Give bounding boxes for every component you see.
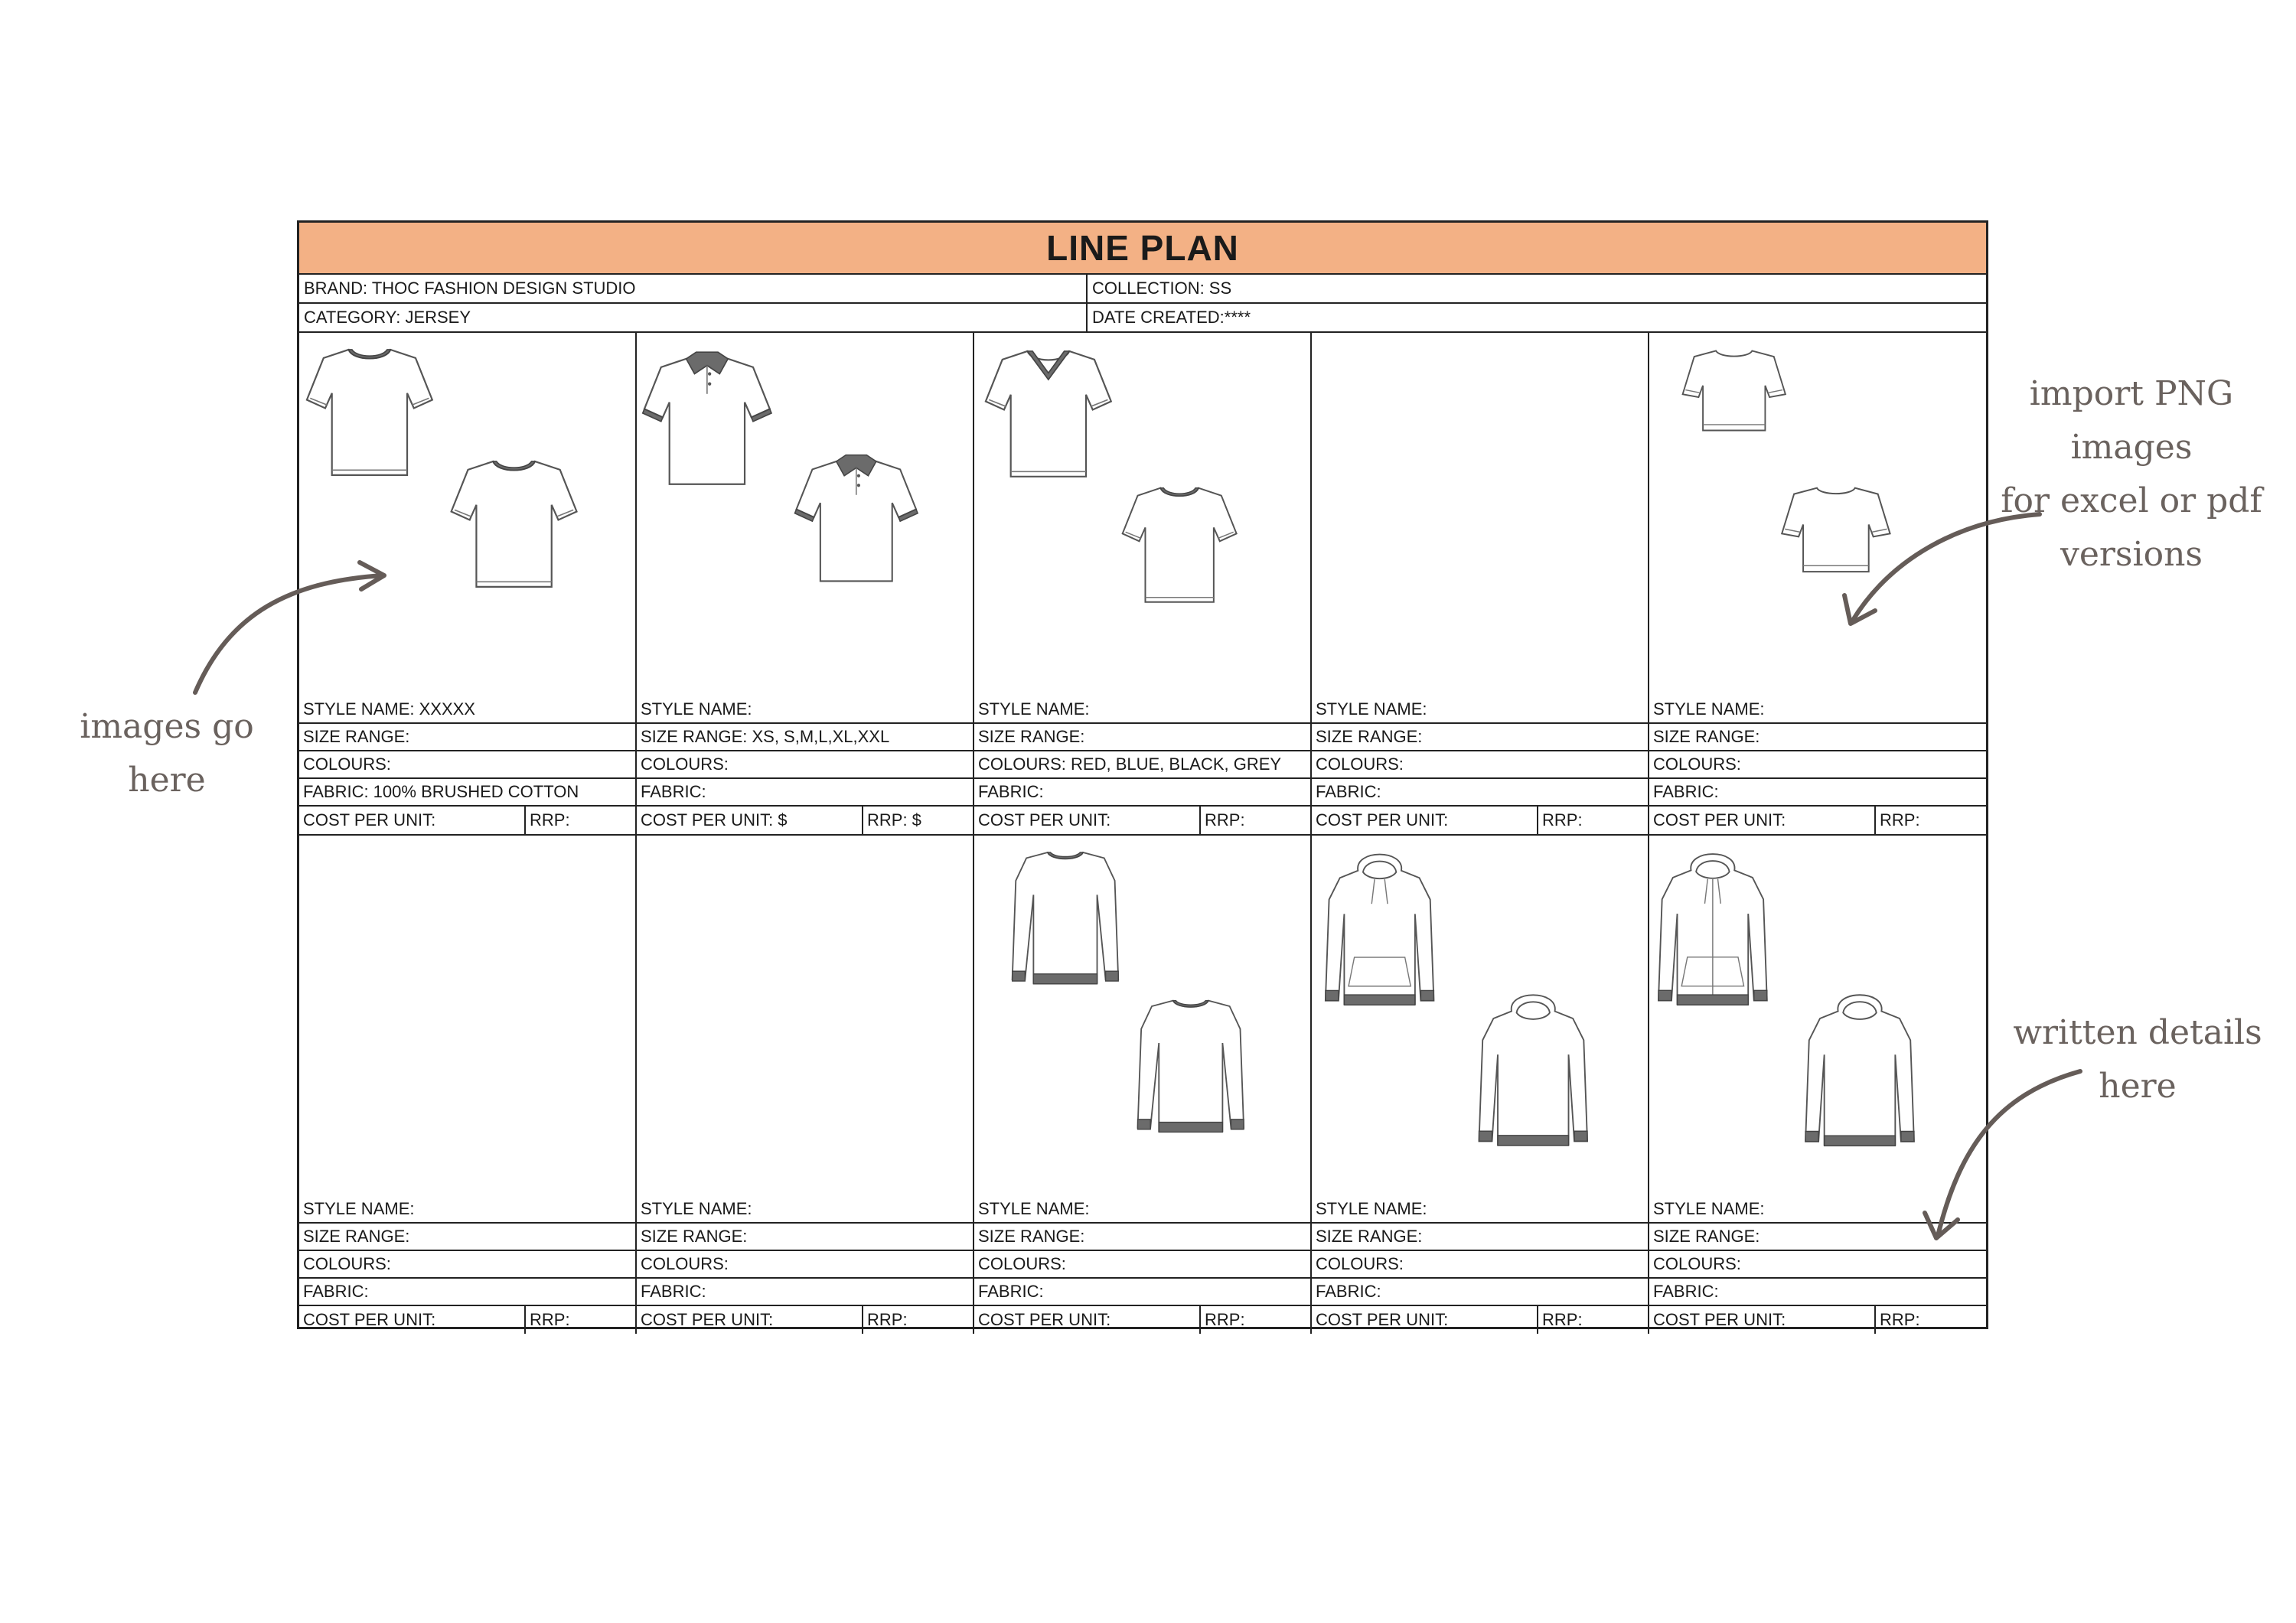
cost-row bbox=[637, 807, 973, 834]
annotation-images: images go here bbox=[80, 707, 254, 800]
date-created-field[interactable]: DATE CREATED:**** bbox=[1092, 308, 1251, 327]
style-card bbox=[299, 836, 637, 1334]
fabric-field[interactable]: FABRIC: bbox=[974, 1279, 1310, 1306]
colours-field[interactable]: COLOURS: bbox=[1312, 751, 1648, 779]
image-slot[interactable] bbox=[1312, 836, 1648, 1196]
style-card bbox=[299, 333, 637, 834]
colours-field[interactable]: COLOURS: bbox=[299, 751, 635, 779]
tshirt-vneck-icon bbox=[974, 333, 1310, 696]
fabric-field[interactable]: FABRIC: bbox=[1312, 1279, 1648, 1306]
image-slot[interactable] bbox=[299, 836, 635, 1196]
hoodie-icon bbox=[1312, 836, 1648, 1196]
size-range-field[interactable]: SIZE RANGE: bbox=[974, 724, 1310, 751]
rrp-field[interactable]: RRP: $ bbox=[867, 810, 921, 829]
cost-row bbox=[1312, 807, 1648, 834]
size-range-field[interactable]: SIZE RANGE: bbox=[974, 1224, 1310, 1251]
style-name-field[interactable]: STYLE NAME: bbox=[1649, 696, 1986, 724]
cost-per-unit-field[interactable]: COST PER UNIT: bbox=[299, 1306, 526, 1334]
rrp-field[interactable]: RRP: bbox=[1542, 1310, 1583, 1329]
sweatshirt-icon bbox=[974, 836, 1310, 1196]
colours-field[interactable]: COLOURS: bbox=[974, 1251, 1310, 1279]
rrp-field[interactable]: RRP: bbox=[867, 1310, 908, 1329]
cost-per-unit-field[interactable]: COST PER UNIT: bbox=[974, 1306, 1201, 1334]
rrp-field[interactable]: RRP: bbox=[1205, 810, 1245, 829]
fabric-field[interactable]: FABRIC: bbox=[1649, 779, 1986, 807]
fabric-field[interactable]: FABRIC: bbox=[974, 779, 1310, 807]
cost-row bbox=[1649, 807, 1986, 834]
fabric-field[interactable]: FABRIC: bbox=[637, 1279, 973, 1306]
meta-row-category bbox=[299, 304, 1986, 333]
cost-per-unit-field[interactable]: COST PER UNIT: bbox=[1312, 1306, 1538, 1334]
size-range-field[interactable]: SIZE RANGE: bbox=[299, 1224, 635, 1251]
image-slot[interactable] bbox=[1649, 836, 1986, 1196]
cost-per-unit-field[interactable]: COST PER UNIT: bbox=[637, 1306, 863, 1334]
cost-per-unit-field[interactable]: COST PER UNIT: bbox=[1312, 807, 1538, 834]
fabric-field[interactable]: FABRIC: bbox=[299, 1279, 635, 1306]
cost-per-unit-field[interactable]: COST PER UNIT: bbox=[1649, 1306, 1876, 1334]
colours-field[interactable]: COLOURS: bbox=[637, 1251, 973, 1279]
cost-row bbox=[637, 1306, 973, 1334]
category-field[interactable]: CATEGORY: JERSEY bbox=[299, 304, 1088, 331]
cost-row bbox=[1649, 1306, 1986, 1334]
colours-field[interactable]: COLOURS: bbox=[637, 751, 973, 779]
annotation-png-line1: import PNG images bbox=[2029, 374, 2234, 467]
style-name-field[interactable]: STYLE NAME: bbox=[974, 696, 1310, 724]
style-row bbox=[299, 836, 1986, 1334]
colours-field[interactable]: COLOURS: bbox=[1312, 1251, 1648, 1279]
fabric-field[interactable]: FABRIC: bbox=[1649, 1279, 1986, 1306]
tshirt-crew-icon bbox=[299, 333, 635, 696]
line-plan-sheet bbox=[297, 220, 1988, 1329]
style-name-field[interactable]: STYLE NAME: bbox=[1649, 1196, 1986, 1224]
cost-row bbox=[1312, 1306, 1648, 1334]
page-title: LINE PLAN bbox=[299, 223, 1986, 275]
cost-row bbox=[974, 807, 1310, 834]
size-range-field[interactable]: SIZE RANGE: bbox=[299, 724, 635, 751]
annotation-written: written details here bbox=[2013, 1013, 2262, 1106]
rrp-field[interactable]: RRP: bbox=[1880, 810, 1920, 829]
image-slot[interactable] bbox=[974, 836, 1310, 1196]
cost-row bbox=[974, 1306, 1310, 1334]
fabric-field[interactable]: FABRIC: bbox=[637, 779, 973, 807]
rrp-field[interactable]: RRP: bbox=[1542, 810, 1583, 829]
style-card bbox=[637, 333, 974, 834]
style-card bbox=[974, 836, 1312, 1334]
style-name-field[interactable]: STYLE NAME: bbox=[637, 1196, 973, 1224]
style-name-field[interactable]: STYLE NAME: bbox=[974, 1196, 1310, 1224]
image-slot[interactable] bbox=[299, 333, 635, 696]
fabric-field[interactable]: FABRIC: 100% BRUSHED COTTON bbox=[299, 779, 635, 807]
brand-field[interactable]: BRAND: THOC FASHION DESIGN STUDIO bbox=[299, 275, 1088, 302]
size-range-field[interactable]: SIZE RANGE: XS, S,M,L,XL,XXL bbox=[637, 724, 973, 751]
image-slot[interactable] bbox=[637, 836, 973, 1196]
colours-field[interactable]: COLOURS: bbox=[1649, 1251, 1986, 1279]
cost-row bbox=[299, 1306, 635, 1334]
cost-per-unit-field[interactable]: COST PER UNIT: bbox=[974, 807, 1201, 834]
style-card bbox=[1312, 333, 1649, 834]
annotation-png bbox=[1982, 367, 2281, 582]
style-name-field[interactable]: STYLE NAME: bbox=[1312, 1196, 1648, 1224]
image-slot[interactable] bbox=[1649, 333, 1986, 696]
style-grid bbox=[299, 333, 1986, 1334]
fabric-field[interactable]: FABRIC: bbox=[1312, 779, 1648, 807]
cost-per-unit-field[interactable]: COST PER UNIT: $ bbox=[637, 807, 863, 834]
size-range-field[interactable]: SIZE RANGE: bbox=[637, 1224, 973, 1251]
rrp-field[interactable]: RRP: bbox=[1205, 1310, 1245, 1329]
size-range-field[interactable]: SIZE RANGE: bbox=[1649, 724, 1986, 751]
zip-hoodie-icon bbox=[1649, 836, 1986, 1196]
colours-field[interactable]: COLOURS: RED, BLUE, BLACK, GREY bbox=[974, 751, 1310, 779]
annotation-png-line3: versions bbox=[2060, 535, 2203, 574]
style-card bbox=[1649, 333, 1986, 834]
crop-tee-icon bbox=[1649, 333, 1986, 696]
rrp-field[interactable]: RRP: bbox=[1880, 1310, 1920, 1329]
size-range-field[interactable]: SIZE RANGE: bbox=[1649, 1224, 1986, 1251]
image-slot[interactable] bbox=[1312, 333, 1648, 696]
style-name-field[interactable]: STYLE NAME: bbox=[1312, 696, 1648, 724]
cost-per-unit-field[interactable]: COST PER UNIT: bbox=[1649, 807, 1876, 834]
style-name-field[interactable]: STYLE NAME: bbox=[637, 696, 973, 724]
meta-row-brand bbox=[299, 275, 1986, 304]
collection-field[interactable]: COLLECTION: SS bbox=[1092, 279, 1232, 298]
size-range-field[interactable]: SIZE RANGE: bbox=[1312, 1224, 1648, 1251]
style-card bbox=[1312, 836, 1649, 1334]
image-slot[interactable] bbox=[974, 333, 1310, 696]
colours-field[interactable]: COLOURS: bbox=[299, 1251, 635, 1279]
style-name-field[interactable]: STYLE NAME: bbox=[299, 1196, 635, 1224]
colours-field[interactable]: COLOURS: bbox=[1649, 751, 1986, 779]
style-row bbox=[299, 333, 1986, 836]
cost-per-unit-field[interactable]: COST PER UNIT: bbox=[299, 807, 526, 834]
rrp-field[interactable]: RRP: bbox=[530, 1310, 570, 1329]
style-card bbox=[1649, 836, 1986, 1334]
size-range-field[interactable]: SIZE RANGE: bbox=[1312, 724, 1648, 751]
style-card bbox=[637, 836, 974, 1334]
polo-shirt-icon bbox=[637, 333, 973, 696]
annotation-png-line2: for excel or pdf bbox=[2001, 481, 2262, 520]
style-card bbox=[974, 333, 1312, 834]
image-slot[interactable] bbox=[637, 333, 973, 696]
style-name-field[interactable]: STYLE NAME: XXXXX bbox=[299, 696, 635, 724]
rrp-field[interactable]: RRP: bbox=[530, 810, 570, 829]
cost-row bbox=[299, 807, 635, 834]
